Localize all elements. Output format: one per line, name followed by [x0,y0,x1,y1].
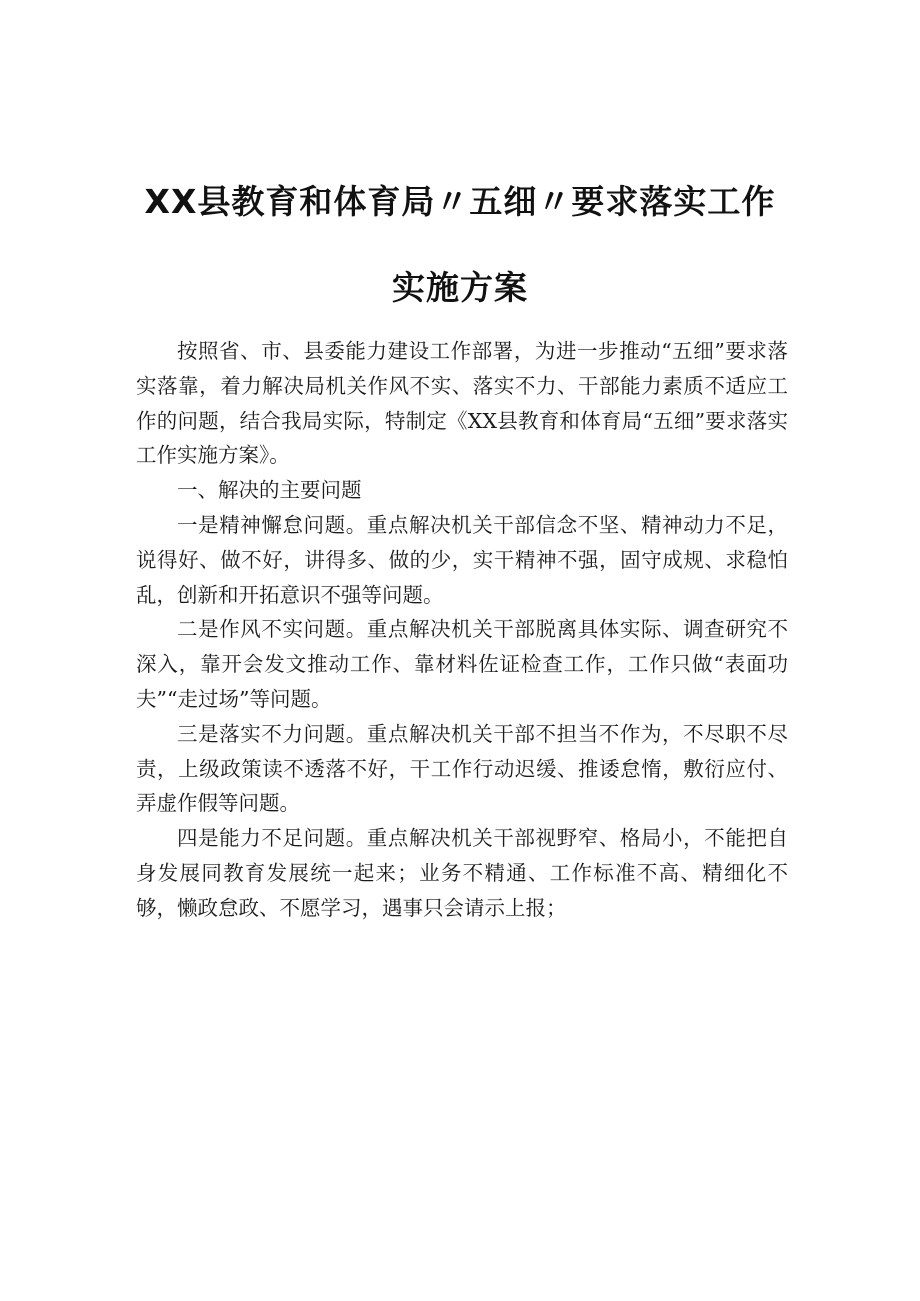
problem-paragraph-1: 一是精神懈怠问题。重点解决机关干部信念不坚、精神动力不足，说得好、做不好，讲得多、做的少，实干精神不强，固守成规、求稳怕乱，创新和开拓意识不强等问题。 [136,512,788,607]
section-heading-1: 一、解决的主要问题 [177,478,362,503]
intro-paragraph: 按照省、市、县委能力建设工作部署，为进一步推动“五细”要求落实落靠，着力解决局机关作风不实、落实不力、干部能力素质不适应工作的问题，结合我局实际，特制定《XX县教育和体育局“五细”要求落实工作实施方案》。 [136,339,788,468]
problem-paragraph-2: 二是作风不实问题。重点解决机关干部脱离具体实际、调查研究不深入，靠开会发文推动工作、靠材料佐证检查工作，工作只做“表面功夫”“走过场”等问题。 [136,617,788,711]
problem-paragraph-4: 四是能力不足问题。重点解决机关干部视野窄、格局小，不能把自身发展同教育发展统一起来；业务不精通、工作标准不高、精细化不够，懒政怠政、不愿学习，遇事只会请示上报； [136,826,788,920]
problem-paragraph-3: 三是落实不力问题。重点解决机关干部不担当不作为，不尽职不尽责，上级政策读不透落不好，干工作行动迟缓、推诿怠惰，敷衍应付、弄虚作假等问题。 [136,721,788,816]
document-title-line2: 实施方案 [392,268,528,307]
document-body [136,334,788,926]
document-title-line1: XX县教育和体育局〃五细〃要求落实工作 [144,182,776,221]
